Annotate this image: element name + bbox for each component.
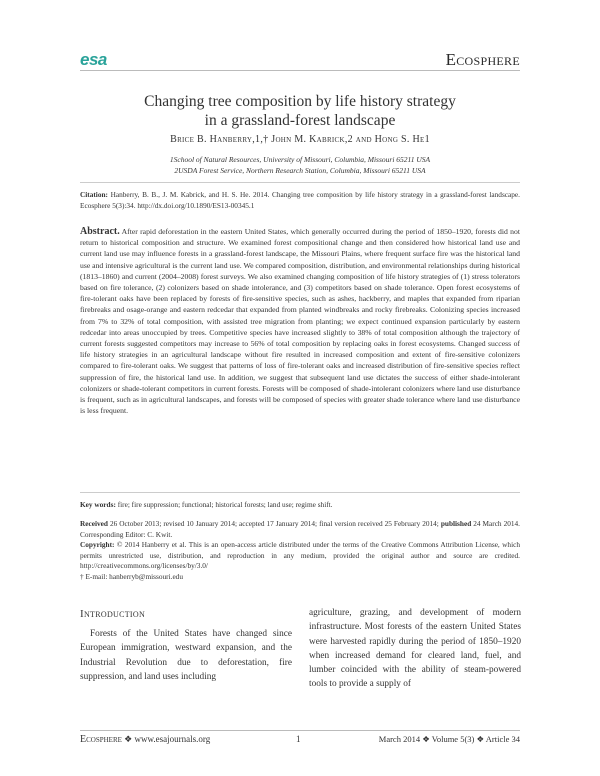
copyright-line	[80, 540, 520, 572]
body-column-right: agriculture, grazing, and development of modern infrastructure. Most forests of the eastern United States were harvested rapidly during the period of 1850–1920 when increased demand for cleared land, fuel, and lumber coincided with the ability of steam-powered tools to provide a supply of	[309, 608, 521, 690]
citation	[80, 190, 520, 211]
email-label: † E-mail:	[80, 571, 108, 581]
footer-issue: March 2014 ❖ Volume 5(3) ❖ Article 34	[378, 734, 520, 744]
dates-line	[80, 519, 520, 540]
publication-history	[80, 519, 520, 583]
body-column-left: Forests of the United States have changed since European immigration, westward expansion, and the Industrial Revolution due to deforestation, fire suppression, and land uses including	[80, 629, 292, 682]
esa-logo: esa	[80, 50, 107, 69]
received-text: 26 October 2013; revised 10 January 2014; accepted 17 January 2014; final version received 25 February 2014;	[107, 519, 441, 528]
title-line-2: in a grassland-forest landscape	[204, 112, 396, 129]
copyright-text: © 2014 Hanberry et al. This is an open-access article distributed under the terms of the Creative Commons Attribution License, which permits unrestricted use, distribution, and reproduction in any medium, provided the original author and source are credited. http://creativecommons.org/licenses/by/3.0/	[80, 540, 520, 571]
header-divider	[80, 70, 520, 71]
footer-journal	[80, 734, 210, 745]
keywords-divider	[80, 492, 520, 493]
citation-label: Citation:	[80, 190, 108, 199]
title-line-1: Changing tree composition by life history strategy	[144, 93, 456, 110]
copyright-label: Copyright:	[80, 540, 115, 550]
journal-name: Ecosphere	[445, 50, 520, 69]
affiliation-1: 1School of Natural Resources, University of Missouri, Columbia, Missouri 65211 USA	[169, 155, 431, 164]
keywords-label: Key words:	[80, 500, 116, 509]
citation-text: Hanberry, B. B., J. M. Kabrick, and H. S. He. 2014. Changing tree composition by life history strategy in a grassland-forest landscape. Ecosphere 5(3):34. http://dx.doi.org/10.1890/ES13-00345.1	[80, 190, 520, 210]
article-title	[80, 92, 520, 130]
citation-divider	[80, 182, 520, 183]
page-number: 1	[296, 734, 301, 744]
section-heading-introduction: Introduction	[80, 608, 146, 620]
email-address[interactable]: hanberryb@missouri.edu	[107, 571, 183, 581]
author-list: Brice B. Hanberry,1,† John M. Kabrick,2 and Hong S. He1	[170, 134, 430, 145]
received-label: Received	[80, 519, 108, 528]
abstract	[80, 226, 520, 416]
email-line	[80, 572, 520, 583]
footer-website[interactable]: ❖ www.esajournals.org	[121, 734, 211, 744]
published-text: 24 March 2014. Corresponding Editor: C. Kwit.	[80, 519, 520, 539]
footer-journal-name: Ecosphere	[80, 734, 122, 745]
keywords-text: fire; fire suppression; functional; historical forests; land use; regime shift.	[115, 500, 333, 509]
abstract-text: After rapid deforestation in the eastern United States, which generally occurred during the period of 1850–1920, forests did not return to historical composition and structure. We examined forest compositional change and then considered how historical land use and current land use may influence forests in a grassland-forest landscape, the Missouri Plains, where frequent surface fire was the historical land use and intensive agricultural is the current land use. We compared composition, distribution, and environmental relationships during historical (1813–1860) and current (2004–2008) forest surveys. We also examined changing composition of life history strategies of (1) stress tolerators based on fire tolerance, (2) colonizers based on shade intolerance, and (3) competitors based on shade tolerance. Open forest ecosystems of fire-tolerant oaks have been replaced by forests of fire-sensitive species, such as ashes, hackberry, and maples that expanded from riparian firebreaks and osage-orange and eastern redcedar that expanded from planted windbreaks and rocky firebreaks. Colonizing species increased from 7% to 32% of total composition, with assisted tree migration from planting; we expect continued expansion particularly by eastern redcedar into areas unoccupied by trees. Competitive species have increased slightly to 38% of total composition although the trajectory of current forests suggested competitors may increase to 56% of total composition by replacing oaks in forest ecosystems. Changed success of life history strategies in an agricultural landscape without fire resulted in increased composition and extent of fire-sensitive colonizers compared to fire-tolerant oaks. We suggest that patterns of loss of fire-tolerant oaks and increased distribution of fire-sensitive species reflect suppression of fire, the historical land use. In addition, we suggest that subsequent land use dictates the success of either shade-intolerant colonizers or shade-tolerant competitors in current forests. Forests will be composed of shade-intolerant colonizers where land use disturbance is frequent, such as in agricultural landscapes, and forests will be composed of species with greater shade tolerance where land use disturbance is less frequent.	[80, 227, 520, 416]
keywords	[80, 500, 520, 509]
affiliations	[80, 155, 520, 176]
affiliation-2: 2USDA Forest Service, Northern Research Station, Columbia, Missouri 65211 USA	[174, 165, 426, 175]
abstract-label: Abstract.	[80, 226, 120, 237]
footer-divider	[80, 730, 520, 731]
published-label: published	[440, 519, 472, 528]
